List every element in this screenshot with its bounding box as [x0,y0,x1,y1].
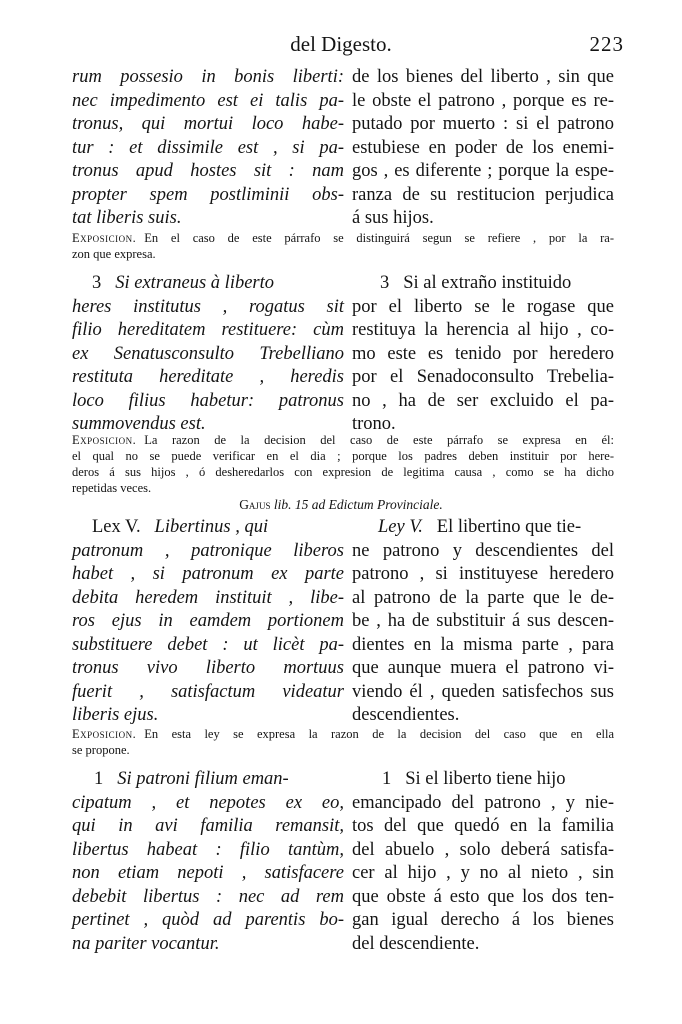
latin-line: habet , si patronum ex parte [72,564,344,584]
latin-line: loco filius habetur: patronus [72,390,344,411]
citation-author: Gajus [239,497,271,512]
spanish-line: á sus hijos. [352,208,434,228]
page-header [0,32,682,56]
note-text: deros á sus hijos , ó desheredarlos con expresion de legitima causa , como se ha dicho [72,465,614,479]
spanish-line: le obste el patrono , porque es re- [352,90,614,111]
latin-line: tronus, qui mortui loco habe- [72,114,344,134]
latin-line: summovendus est. [72,414,206,434]
spanish-line: restituya la herencia al hijo , co- [352,320,614,340]
latin-line: na pariter vocantur. [72,933,220,954]
latin-line: qui in avi familia remansit, [72,816,344,836]
latin-line: restituta hereditate , heredis [72,367,344,387]
latin-line: ex Senatusconsulto Trebelliano [72,343,344,364]
spanish-line: trono. [352,414,396,434]
spanish-column [352,516,614,728]
latin-line: pertinet , quòd ad parentis bo- [72,910,344,930]
exposicion-note-3 [72,726,614,758]
spanish-line: ne patrono y descendientes del [352,540,614,561]
spanish-line: por el Senadoconsulto Trebelia- [352,367,614,387]
spanish-line: del descendiente. [352,933,480,954]
latin-line: rum possesio in bonis liberti: [72,67,344,87]
latin-line: liberis ejus. [72,705,159,725]
latin-line: Libertinus , qui [154,517,269,537]
spanish-line: Si el liberto tiene hijo [405,769,566,789]
latin-line: tronus vivo liberto mortuus [72,658,344,678]
lex-heading: Lex V. [92,517,141,537]
spanish-line: del abuelo , solo deberá satisfa- [352,839,614,860]
latin-line: tur : et dissimile est , si pa- [72,137,344,158]
spanish-line: tos del que quedó en la familia [352,816,614,836]
spanish-line: gos , es diferente ; porque la espe- [352,161,614,181]
spanish-line: be , ha de substituir á sus descen- [352,611,614,631]
spanish-line: emancipado del patrono , y nie- [352,792,614,813]
spanish-line: no , ha de ser excluido el pa- [352,390,614,411]
note-text: repetidas veces. [72,481,152,495]
note-label: Exposicion. [72,727,137,741]
latin-line: ros ejus in eamdem portionem [72,611,344,631]
spanish-column [352,272,614,437]
page-number: 223 [589,32,624,56]
note-text: La razon de la decision del caso de este párrafo se expresa en él: [144,433,614,447]
spanish-line: cer al hijo , y no al nieto , sin [352,863,614,883]
latin-line: substituere debet : ut licèt pa- [72,634,344,655]
spanish-column [352,768,614,956]
paragraph-number: 3 [92,273,102,293]
latin-line: tronus apud hostes sit : nam [72,161,344,181]
spanish-line: mo este es tenido por heredero [352,343,614,364]
note-text: el qual no se puede verificar en el dia ; porque los padres deben instituir por here- [72,449,614,463]
latin-line: Si patroni filium eman- [117,769,289,789]
citation-text: lib. 15 ad Edictum Provinciale. [273,497,443,512]
spanish-line: que aunque muera el patrono vi- [352,658,614,678]
spanish-line: descendientes. [352,705,460,725]
spanish-line: gan igual derecho á los bienes [352,910,614,930]
spanish-line: al patrono de la parte que le de- [352,587,614,608]
spanish-line: viendo él , queden satisfechos sus [352,681,614,702]
exposicion-note-2 [72,432,614,496]
note-text: zon que expresa. [72,247,156,261]
latin-line: debita heredem instituit , libe- [72,587,344,608]
latin-column [72,768,344,956]
spanish-line: ranza de su restitucion perjudica [352,184,614,205]
ley-heading: Ley V. [378,517,423,537]
spanish-line: El libertino que tie- [436,517,582,537]
latin-column [72,272,344,437]
note-label: Exposicion. [72,433,137,447]
latin-line: cipatum , et nepotes ex eo, [72,792,344,813]
latin-line: tat liberis suis. [72,208,182,228]
latin-line: non etiam nepoti , satisfacere [72,863,344,883]
latin-line: heres institutus , rogatus sit [72,296,344,317]
spanish-line: Si al extraño instituido [403,273,572,293]
spanish-line: putado por muerto : si el patrono [352,114,614,134]
latin-line: Si extraneus à liberto [115,273,275,293]
note-label: Exposicion. [72,231,137,245]
spanish-column [352,66,614,231]
latin-line: propter spem postliminii obs- [72,184,344,205]
paragraph-number: 1 [382,769,392,789]
latin-line: fuerit , satisfactum videatur [72,681,344,702]
running-title: del Digesto. [290,32,392,56]
latin-column [72,516,344,728]
latin-line: libertus habeat : filio tantùm, [72,839,344,860]
latin-column [72,66,344,231]
note-text: se propone. [72,743,130,757]
spanish-line: estubiese en poder de los enemi- [352,137,614,158]
source-citation [0,497,682,513]
latin-line: nec impedimento est ei talis pa- [72,90,344,111]
latin-line: debebit libertus : nec ad rem [72,886,344,907]
spanish-line: dientes en la misma parte , para [352,634,614,655]
paragraph-number: 1 [94,769,104,789]
exposicion-note-1 [72,230,614,262]
latin-line: filio hereditatem restituere: cùm [72,320,344,340]
spanish-line: por el liberto se le rogase que [352,296,614,317]
spanish-line: de los bienes del liberto , sin que [352,67,614,87]
spanish-line: que obste á esto que los dos ten- [352,886,614,907]
paragraph-number: 3 [380,273,390,293]
latin-line: patronum , patronique liberos [72,540,344,561]
note-text: En el caso de este párrafo se distinguirá segun se refiere , por la ra- [144,231,614,245]
note-text: En esta ley se expresa la razon de la decision del caso que en ella [144,727,614,741]
spanish-line: patrono , si instituyese heredero [352,564,614,584]
